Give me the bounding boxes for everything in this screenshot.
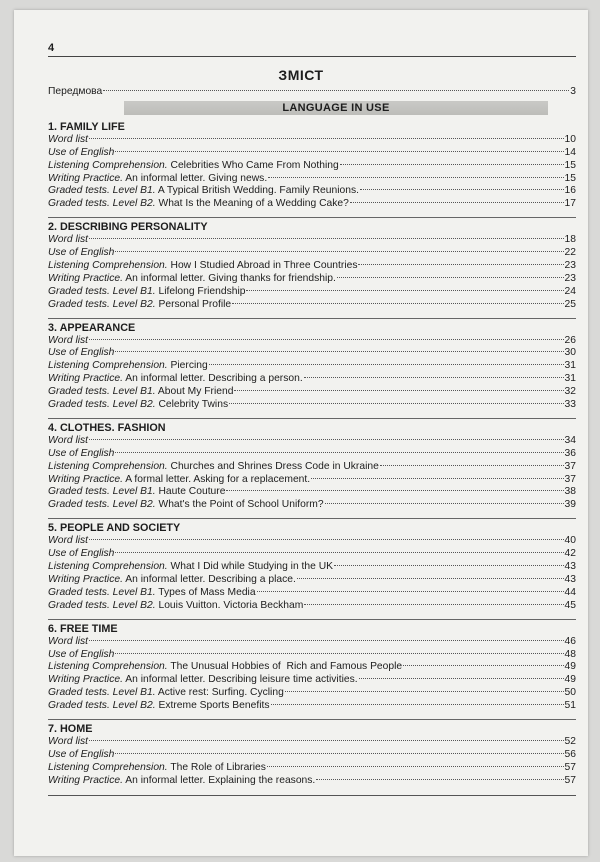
toc-entry-page: 40 <box>564 535 576 547</box>
dot-leader <box>246 290 563 291</box>
toc-entry-page: 31 <box>564 360 576 372</box>
toc-entry-page: 23 <box>564 260 576 272</box>
toc-entry-page: 34 <box>564 434 576 446</box>
toc-entry-label <box>48 762 266 775</box>
dot-leader <box>89 238 563 239</box>
dot-leader <box>103 90 569 91</box>
toc-entry <box>48 700 576 713</box>
toc-entry <box>48 687 576 700</box>
toc-entry-label: Передмова <box>48 86 103 97</box>
toc-entry-label <box>48 461 379 474</box>
dot-leader <box>316 779 563 780</box>
toc-entry <box>48 548 576 561</box>
toc-entry-label-plain: An informal letter. Describing a place. <box>122 573 296 585</box>
section-heading: 6. FREE TIME <box>48 622 118 635</box>
toc-entry-label-plain: Louis Vuitton. Victoria Beckham <box>155 599 304 611</box>
toc-entry-label-plain: An informal letter. Explaining the reasons. <box>122 774 316 786</box>
dot-leader <box>403 665 563 666</box>
toc-entry <box>48 198 576 211</box>
section-heading: 1. FAMILY LIFE <box>48 120 125 133</box>
toc-entry <box>48 247 576 260</box>
toc-entry-label <box>48 160 339 173</box>
toc-entry-page: 15 <box>564 159 576 171</box>
toc-entry-page: 45 <box>564 599 576 611</box>
toc-entry-label-italic: Graded tests. Level B2. <box>48 700 156 712</box>
dot-leader <box>115 351 563 352</box>
toc-entry-label-italic: Graded tests. Level B2. <box>48 499 156 511</box>
toc-entry-label-italic: Use of English <box>48 447 115 459</box>
toc-entry-label-italic: Listening Comprehension. <box>48 661 168 673</box>
toc-entry-label-italic: Word list <box>48 535 89 547</box>
section-divider <box>48 518 576 519</box>
toc-entry-label-italic: Writing Practice. <box>48 473 123 485</box>
toc-entry <box>48 486 576 499</box>
toc-entry-label-italic: Writing Practice. <box>48 774 123 786</box>
toc-entry-label-plain: Extreme Sports Benefits <box>155 700 270 712</box>
toc-entry <box>48 234 576 247</box>
dot-leader <box>89 740 563 741</box>
toc-entry-page: 24 <box>564 285 576 297</box>
toc-entry-page: 10 <box>564 133 576 145</box>
toc-entry-page: 49 <box>564 674 576 686</box>
toc-entry-page: 52 <box>564 735 576 747</box>
toc-entry-label-plain: An informal letter. Giving news. <box>122 172 268 184</box>
dot-leader <box>334 565 563 566</box>
dot-leader <box>337 277 564 278</box>
toc-section <box>48 522 576 619</box>
toc-entry-page: 38 <box>564 486 576 498</box>
toc-entry-page: 15 <box>564 172 576 184</box>
toc-entry-label-italic: Graded tests. Level B2. <box>48 399 156 411</box>
toc-entry-label <box>48 373 303 386</box>
toc-entry-label-italic: Word list <box>48 334 89 346</box>
toc-entry-label-plain: What Is the Meaning of a Wedding Cake? <box>155 198 349 210</box>
toc-entry-page: 36 <box>564 447 576 459</box>
toc-entry-label <box>48 360 208 373</box>
toc-entry-label-plain: Types of Mass Media <box>155 586 256 598</box>
toc-entry-page: 48 <box>564 648 576 660</box>
dot-leader <box>234 390 563 391</box>
toc-entry-label-italic: Graded tests. Level B1. <box>48 687 156 699</box>
dot-leader <box>271 704 564 705</box>
section-divider <box>48 795 576 796</box>
toc-entry <box>48 762 576 775</box>
toc-entry-label-italic: Word list <box>48 735 89 747</box>
toc-entry-label <box>48 347 114 360</box>
toc-entry-label <box>48 749 114 762</box>
toc-entry-label-italic: Listening Comprehension. <box>48 761 168 773</box>
toc-entry-label-italic: Listening Comprehension. <box>48 159 168 171</box>
toc-entry-label <box>48 147 114 160</box>
toc-entry-label <box>48 448 114 461</box>
toc-sections <box>48 121 576 796</box>
toc-entry-label-italic: Graded tests. Level B1. <box>48 386 156 398</box>
toc-entry-label-plain: A Typical British Wedding. Family Reunions. <box>155 185 359 197</box>
toc-entry-label <box>48 700 270 713</box>
toc-entry-label-italic: Use of English <box>48 748 115 760</box>
dot-leader <box>340 164 564 165</box>
dot-leader <box>115 552 563 553</box>
toc-entry-label-italic: Use of English <box>48 247 115 259</box>
toc-entry-preface <box>48 86 576 99</box>
page-number: 4 <box>48 42 55 54</box>
toc-entry-page: 16 <box>564 185 576 197</box>
dot-leader <box>297 578 564 579</box>
page-title: ЗМІСТ <box>278 67 324 83</box>
dot-leader <box>115 251 563 252</box>
dot-leader <box>89 640 563 641</box>
toc-entry-label-italic: Use of English <box>48 146 115 158</box>
toc-entry <box>48 286 576 299</box>
toc-entry <box>48 386 576 399</box>
section-divider <box>48 217 576 218</box>
toc-entry <box>48 347 576 360</box>
toc-entry-label <box>48 687 284 700</box>
section-divider <box>48 318 576 319</box>
dot-leader <box>226 490 563 491</box>
toc-entry-label <box>48 386 233 399</box>
toc-entry-label-italic: Word list <box>48 635 89 647</box>
toc-entry-label-plain: What's the Point of School Uniform? <box>155 499 324 511</box>
toc-entry-page: 32 <box>564 386 576 398</box>
toc-entry-label-italic: Listening Comprehension. <box>48 561 168 573</box>
dot-leader <box>115 452 563 453</box>
dot-leader <box>360 189 564 190</box>
toc-entry <box>48 185 576 198</box>
toc-entry-page: 43 <box>564 561 576 573</box>
toc-entry-label-italic: Writing Practice. <box>48 272 123 284</box>
toc-entry-page: 26 <box>564 334 576 346</box>
section-heading: 5. PEOPLE AND SOCIETY <box>48 522 181 535</box>
toc-entry <box>48 474 576 487</box>
toc-entry <box>48 499 576 512</box>
section-divider <box>48 619 576 620</box>
toc-entry-label-italic: Word list <box>48 434 89 446</box>
toc-entry <box>48 260 576 273</box>
toc-entry <box>48 435 576 448</box>
toc-entry-page: 25 <box>564 298 576 310</box>
section-divider <box>48 418 576 419</box>
toc-entry-label-italic: Graded tests. Level B2. <box>48 298 156 310</box>
toc-entry-page: 57 <box>564 774 576 786</box>
dot-leader <box>358 264 563 265</box>
toc-entry-label-plain: Haute Couture <box>155 486 226 498</box>
toc-entry-label-plain: Personal Profile <box>155 298 232 310</box>
toc-entry <box>48 600 576 613</box>
toc-entry-page: 46 <box>564 635 576 647</box>
dot-leader <box>350 202 564 203</box>
toc-entry-label-plain: An informal letter. Describing leisure time activities. <box>122 674 358 686</box>
dot-leader <box>115 653 563 654</box>
toc-entry-page: 23 <box>564 272 576 284</box>
toc-entry-label-plain: Celebrities Who Came From Nothing <box>167 159 339 171</box>
toc-entry <box>48 649 576 662</box>
toc-entry <box>48 147 576 160</box>
toc-entry <box>48 587 576 600</box>
dot-leader <box>285 691 564 692</box>
toc-entry-label-italic: Graded tests. Level B1. <box>48 586 156 598</box>
toc-entry <box>48 775 576 788</box>
dot-leader <box>257 591 564 592</box>
toc-entry-page: 49 <box>564 661 576 673</box>
toc-entry <box>48 399 576 412</box>
toc-entry-label <box>48 499 324 512</box>
toc-entry-label <box>48 173 267 186</box>
toc-entry-label-italic: Writing Practice. <box>48 674 123 686</box>
toc-entry-label <box>48 661 402 674</box>
toc-entry-label-italic: Graded tests. Level B2. <box>48 198 156 210</box>
toc-section <box>48 422 576 519</box>
toc-entry-page: 18 <box>564 234 576 246</box>
toc-entry <box>48 448 576 461</box>
toc-entry <box>48 736 576 749</box>
toc-entry-label <box>48 234 88 247</box>
toc-entry <box>48 749 576 762</box>
toc-entry-page: 42 <box>564 548 576 560</box>
toc-entry-page: 50 <box>564 687 576 699</box>
toc-entry-label <box>48 198 349 211</box>
toc-entry-label <box>48 775 315 788</box>
toc-entry-page: 39 <box>564 499 576 511</box>
toc-entry <box>48 535 576 548</box>
toc-entry-label-italic: Word list <box>48 133 89 145</box>
dot-leader <box>311 478 563 479</box>
toc-entry-label-plain: Churches and Shrines Dress Code in Ukraine <box>167 460 379 472</box>
toc-entry-label-italic: Listening Comprehension. <box>48 260 168 272</box>
toc-entry-label-italic: Graded tests. Level B2. <box>48 599 156 611</box>
toc-section <box>48 623 576 720</box>
section-heading: 2. DESCRIBING PERSONALITY <box>48 221 208 234</box>
dot-leader <box>325 503 564 504</box>
dot-leader <box>268 177 563 178</box>
toc-entry <box>48 299 576 312</box>
toc-entry <box>48 173 576 186</box>
dot-leader <box>304 604 563 605</box>
dot-leader <box>89 539 563 540</box>
toc-entry-label <box>48 286 245 299</box>
toc-entry-label-italic: Graded tests. Level B1. <box>48 486 156 498</box>
toc-entry-page: 14 <box>564 146 576 158</box>
toc-section <box>48 723 576 796</box>
toc-entry-label-italic: Writing Practice. <box>48 373 123 385</box>
top-rule <box>48 56 576 57</box>
toc-entry <box>48 160 576 173</box>
toc-entry-page: 43 <box>564 573 576 585</box>
toc-entry <box>48 461 576 474</box>
toc-entry <box>48 661 576 674</box>
toc-entry-label <box>48 399 228 412</box>
toc-entry-label <box>48 134 88 147</box>
toc-entry-label-italic: Listening Comprehension. <box>48 360 168 372</box>
dot-leader <box>232 303 563 304</box>
toc-entry <box>48 574 576 587</box>
toc-entry-label <box>48 260 357 273</box>
toc-entry <box>48 134 576 147</box>
toc-entry-label-italic: Use of English <box>48 347 115 359</box>
toc-entry-page: 51 <box>564 700 576 712</box>
section-divider <box>48 719 576 720</box>
toc-entry-label-plain: The Unusual Hobbies of Rich and Famous People <box>167 661 403 673</box>
toc-entry-label-plain: About My Friend <box>155 386 234 398</box>
toc-section <box>48 221 576 318</box>
section-heading: 3. APPEARANCE <box>48 321 136 334</box>
dot-leader <box>89 339 563 340</box>
toc-entry-label <box>48 548 114 561</box>
toc-entry-label-plain: How I Studied Abroad in Three Countries <box>167 260 358 272</box>
dot-leader <box>115 151 563 152</box>
toc-entry-label <box>48 247 114 260</box>
toc-entry-label-italic: Writing Practice. <box>48 573 123 585</box>
toc-entry-label <box>48 561 333 574</box>
toc-entry-label-italic: Use of English <box>48 648 115 660</box>
toc-entry-label-plain: What I Did while Studying in the UK <box>167 561 334 573</box>
toc-entry-page: 22 <box>564 247 576 259</box>
toc-entry-label-plain: A formal letter. Asking for a replacement. <box>122 473 311 485</box>
toc-entry <box>48 273 576 286</box>
toc-entry-label <box>48 435 88 448</box>
toc-entry <box>48 335 576 348</box>
toc-entry-label <box>48 185 359 198</box>
dot-leader <box>209 364 564 365</box>
toc-entry-page: 56 <box>564 748 576 760</box>
toc-entry-label-plain: The Role of Libraries <box>167 761 266 773</box>
toc-entry-label-italic: Use of English <box>48 548 115 560</box>
toc-entry <box>48 360 576 373</box>
toc-entry-page: 57 <box>564 761 576 773</box>
toc-entry-label-plain: An informal letter. Describing a person. <box>122 373 303 385</box>
toc-entry-label-italic: Graded tests. Level B1. <box>48 185 156 197</box>
toc-entry-label <box>48 674 358 687</box>
toc-entry-label <box>48 636 88 649</box>
toc-entry-label <box>48 587 256 600</box>
dot-leader <box>229 403 563 404</box>
toc-entry-label-italic: Writing Practice. <box>48 172 123 184</box>
toc-entry-page: 37 <box>564 473 576 485</box>
toc-entry-page: 17 <box>564 198 576 210</box>
toc-entry-label-plain: An informal letter. Giving thanks for friendship. <box>122 272 336 284</box>
toc-entry-page: 30 <box>564 347 576 359</box>
section-heading: 4. CLOTHES. FASHION <box>48 421 166 434</box>
toc-entry-label-plain: Celebrity Twins <box>155 399 229 411</box>
toc-entry <box>48 561 576 574</box>
toc-entry <box>48 674 576 687</box>
toc-entry-label-plain: Lifelong Friendship <box>155 285 246 297</box>
toc-entry-label <box>48 736 88 749</box>
toc-entry-label <box>48 474 310 487</box>
toc-entry-label <box>48 535 88 548</box>
dot-leader <box>304 377 564 378</box>
toc-entry-label <box>48 600 303 613</box>
dot-leader <box>89 138 563 139</box>
toc-section <box>48 121 576 218</box>
toc-entry-label-italic: Word list <box>48 234 89 246</box>
toc-entry-page: 3 <box>570 86 576 97</box>
dot-leader <box>359 678 564 679</box>
toc-entry-label-italic: Listening Comprehension. <box>48 460 168 472</box>
toc-entry <box>48 373 576 386</box>
toc-entry-page: 31 <box>564 373 576 385</box>
toc-entry-label <box>48 299 231 312</box>
toc-entry-label <box>48 574 296 587</box>
toc-entry-label <box>48 335 88 348</box>
dot-leader <box>115 753 563 754</box>
section-banner: LANGUAGE IN USE <box>124 101 548 115</box>
toc-entry-label <box>48 273 336 286</box>
toc-entry-page: 33 <box>564 399 576 411</box>
toc-entry-label-plain: Active rest: Surfing. Cycling <box>155 687 284 699</box>
table-of-contents <box>48 86 576 796</box>
toc-entry-label-italic: Graded tests. Level B1. <box>48 285 156 297</box>
dot-leader <box>380 465 564 466</box>
dot-leader <box>267 766 564 767</box>
toc-entry-label <box>48 486 225 499</box>
section-heading: 7. HOME <box>48 722 93 735</box>
toc-entry <box>48 636 576 649</box>
toc-entry-page: 37 <box>564 460 576 472</box>
toc-entry-label <box>48 649 114 662</box>
toc-section <box>48 322 576 419</box>
dot-leader <box>89 439 563 440</box>
document-page <box>14 10 588 856</box>
toc-entry-label-plain: Piercing <box>167 360 208 372</box>
toc-entry-page: 44 <box>564 586 576 598</box>
